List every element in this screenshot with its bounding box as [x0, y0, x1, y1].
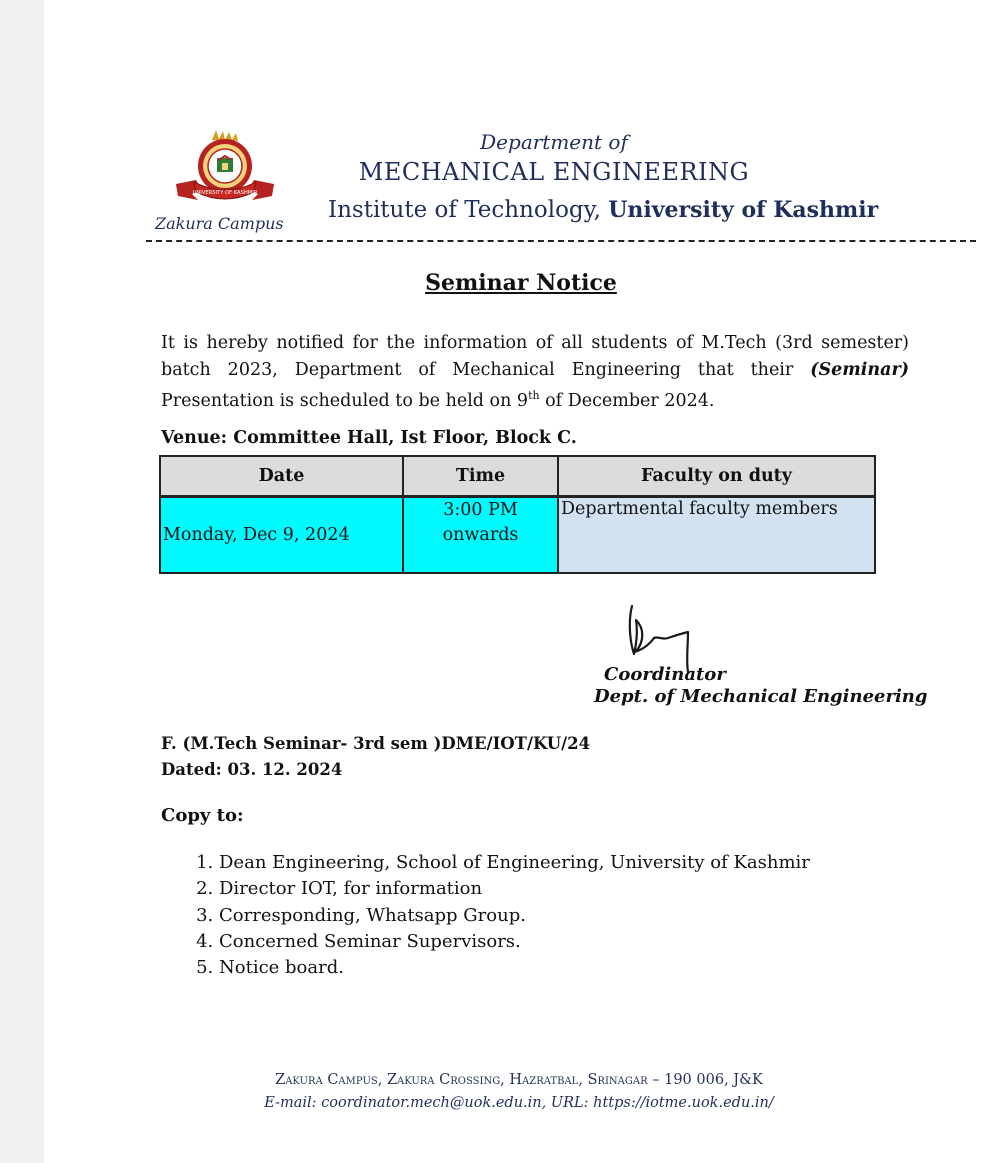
notice-page — [44, 0, 992, 1163]
faculty-cell: Departmental faculty members — [558, 497, 875, 574]
date-cell: Monday, Dec 9, 2024 — [160, 497, 403, 574]
footer-contact: E-mail: coordinator.mech@uok.edu.in, URL: https://iotme.uok.edu.in/ — [264, 1095, 774, 1111]
svg-text:UNIVERSITY OF KASHMIR: UNIVERSITY OF KASHMIR — [192, 190, 258, 196]
university-name: University of Kashmir — [608, 197, 879, 223]
file-number: F. (M.Tech Seminar- 3rd sem )DME/IOT/KU/24 — [161, 734, 591, 753]
table-header-row — [160, 456, 875, 497]
institute-name: Institute of Technology, — [328, 197, 609, 223]
column-header-faculty: Faculty on duty — [558, 456, 875, 497]
signatory-department: Dept. of Mechanical Engineering — [594, 686, 928, 707]
dept-of-heading: Department of — [480, 130, 628, 154]
column-header-time: Time — [403, 456, 558, 497]
dated-line: Dated: 03. 12. 2024 — [161, 760, 343, 779]
list-item: 2. Director IOT, for information — [219, 876, 810, 902]
notice-title: Seminar Notice — [425, 270, 617, 296]
campus-label: Zakura Campus — [155, 214, 284, 233]
time-cell: 3:00 PM onwards — [403, 497, 558, 574]
list-item: 3. Corresponding, Whatsapp Group. — [219, 903, 810, 929]
footer-address: Zakura Campus, Zakura Crossing, Hazratbal, Srinagar – 190 006, J&K — [275, 1072, 763, 1088]
list-item: 5. Notice board. — [219, 955, 810, 981]
copy-to-list — [190, 850, 810, 981]
list-item: 4. Concerned Seminar Supervisors. — [219, 929, 810, 955]
copy-to-heading: Copy to: — [161, 805, 244, 826]
institute-line — [328, 197, 888, 223]
schedule-table — [159, 455, 876, 574]
notice-paragraph: It is hereby notified for the information of all students of M.Tech (3rd semester) batch 2023, Department of Mechanical Engineering that their (Seminar) Presentation is scheduled to be held on 9th of December 2024. — [161, 333, 909, 411]
header-divider — [146, 240, 976, 242]
venue-line: Venue: Committee Hall, Ist Floor, Block C. — [161, 428, 577, 448]
reference-block — [161, 731, 590, 783]
column-header-date: Date — [160, 456, 403, 497]
signatory-title: Coordinator — [604, 664, 726, 685]
list-item: 1. Dean Engineering, School of Engineering, University of Kashmir — [219, 850, 810, 876]
university-seal-logo — [172, 130, 278, 204]
department-name: MECHANICAL ENGINEERING — [358, 158, 750, 186]
table-row — [160, 497, 875, 574]
